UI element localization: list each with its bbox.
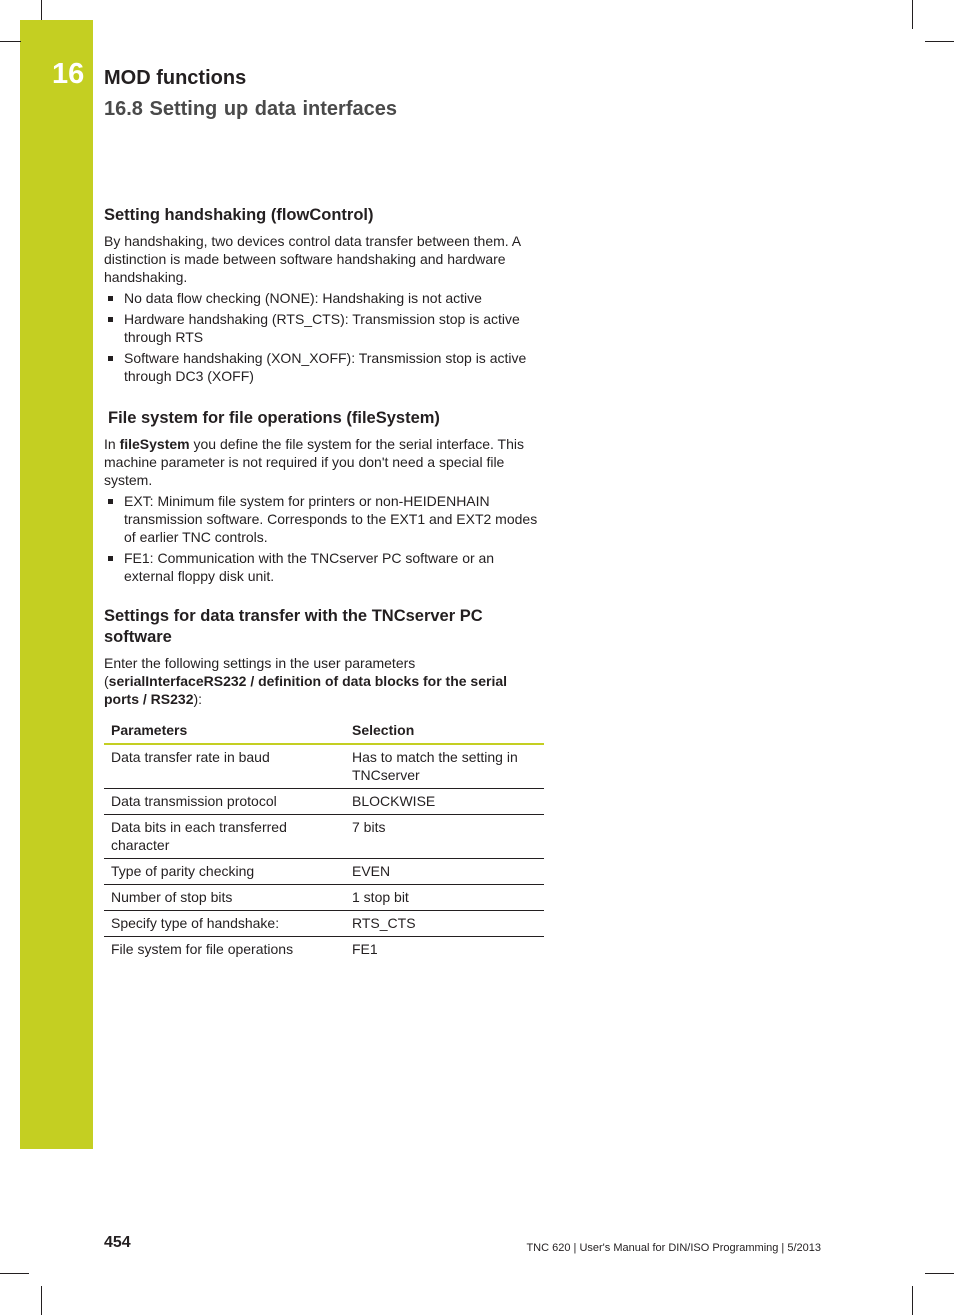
heading-tncserver: Settings for data transfer with the TNCserver PC software xyxy=(104,607,483,646)
table-row xyxy=(104,744,544,789)
list-item: Hardware handshaking (RTS_CTS): Transmission stop is active through RTS xyxy=(104,310,544,346)
list-handshaking xyxy=(104,289,544,385)
table-cell: 1 stop bit xyxy=(345,885,544,911)
chapter-number: 16 xyxy=(52,58,85,90)
table-cell: BLOCKWISE xyxy=(345,789,544,815)
section-title: 16.8 Setting up data interfaces xyxy=(104,98,397,120)
footer-text: TNC 620 | User's Manual for DIN/ISO Programming | 5/2013 xyxy=(526,1242,821,1254)
list-item: EXT: Minimum file system for printers or non-HEIDENHAIN transmission software. Corresponds to the EXT1 and EXT2 modes of earlier TNC controls. xyxy=(104,492,544,546)
table-cell: File system for file operations xyxy=(111,941,294,957)
bullet-icon xyxy=(108,296,113,301)
crop-mark xyxy=(41,0,42,20)
table-row xyxy=(104,911,544,937)
paragraph-handshaking: By handshaking, two devices control data transfer between them. A distinction is made between software handshaking and hardware handshaking. xyxy=(104,233,521,285)
heading-flowcontrol: Setting handshaking (flowControl) xyxy=(104,206,374,224)
list-item: FE1: Communication with the TNCserver PC software or an external floppy disk unit. xyxy=(104,549,544,585)
crop-mark xyxy=(925,1273,954,1274)
table-cell: Type of parity checking xyxy=(104,859,345,885)
table-cell: Number of stop bits xyxy=(104,885,345,911)
crop-mark xyxy=(41,1286,42,1315)
table-row xyxy=(104,789,544,815)
table-cell: RTS_CTS xyxy=(345,911,544,937)
crop-mark xyxy=(0,1273,29,1274)
table-cell: 7 bits xyxy=(345,815,544,859)
table-row xyxy=(104,937,544,963)
table-cell: Data bits in each transferred character xyxy=(104,815,345,859)
list-item: No data flow checking (NONE): Handshaking is not active xyxy=(104,289,544,307)
column-header: Selection xyxy=(345,718,544,744)
crop-mark xyxy=(925,41,954,42)
page-number: 454 xyxy=(104,1234,131,1251)
list-filesystem xyxy=(104,492,544,585)
bullet-icon xyxy=(108,556,113,561)
bullet-icon xyxy=(108,499,113,504)
table-cell: EVEN xyxy=(345,859,544,885)
table-cell: Data transfer rate in baud xyxy=(104,744,345,789)
crop-mark xyxy=(912,1286,913,1315)
bullet-icon xyxy=(108,317,113,322)
table-cell: Has to match the setting in TNCserver xyxy=(345,744,544,789)
crop-mark xyxy=(912,0,913,29)
table-cell: FE1 xyxy=(352,941,378,957)
list-item: Software handshaking (XON_XOFF): Transmission stop is active through DC3 (XOFF) xyxy=(104,349,544,385)
paragraph-filesystem: In fileSystem you define the file system for the serial interface. This machine parameter is not required if you don't need a special file system. xyxy=(104,436,524,488)
paragraph-tncserver: Enter the following settings in the user parameters (serialInterfaceRS232 / definition of data blocks for the serial ports / RS232): xyxy=(104,655,508,707)
table-row xyxy=(104,859,544,885)
table-row xyxy=(104,815,544,859)
table-cell: Data transmission protocol xyxy=(104,789,345,815)
chapter-sidebar xyxy=(20,20,93,1149)
table-cell: Specify type of handshake: xyxy=(104,911,345,937)
column-header: Parameters xyxy=(104,718,345,744)
chapter-title: MOD functions xyxy=(104,67,247,89)
main-content xyxy=(104,205,544,962)
table-header-row xyxy=(104,718,544,744)
settings-table xyxy=(104,718,544,962)
heading-filesystem: File system for file operations (fileSystem) xyxy=(108,409,440,427)
bullet-icon xyxy=(108,356,113,361)
table-row xyxy=(104,885,544,911)
crop-mark xyxy=(0,41,21,42)
